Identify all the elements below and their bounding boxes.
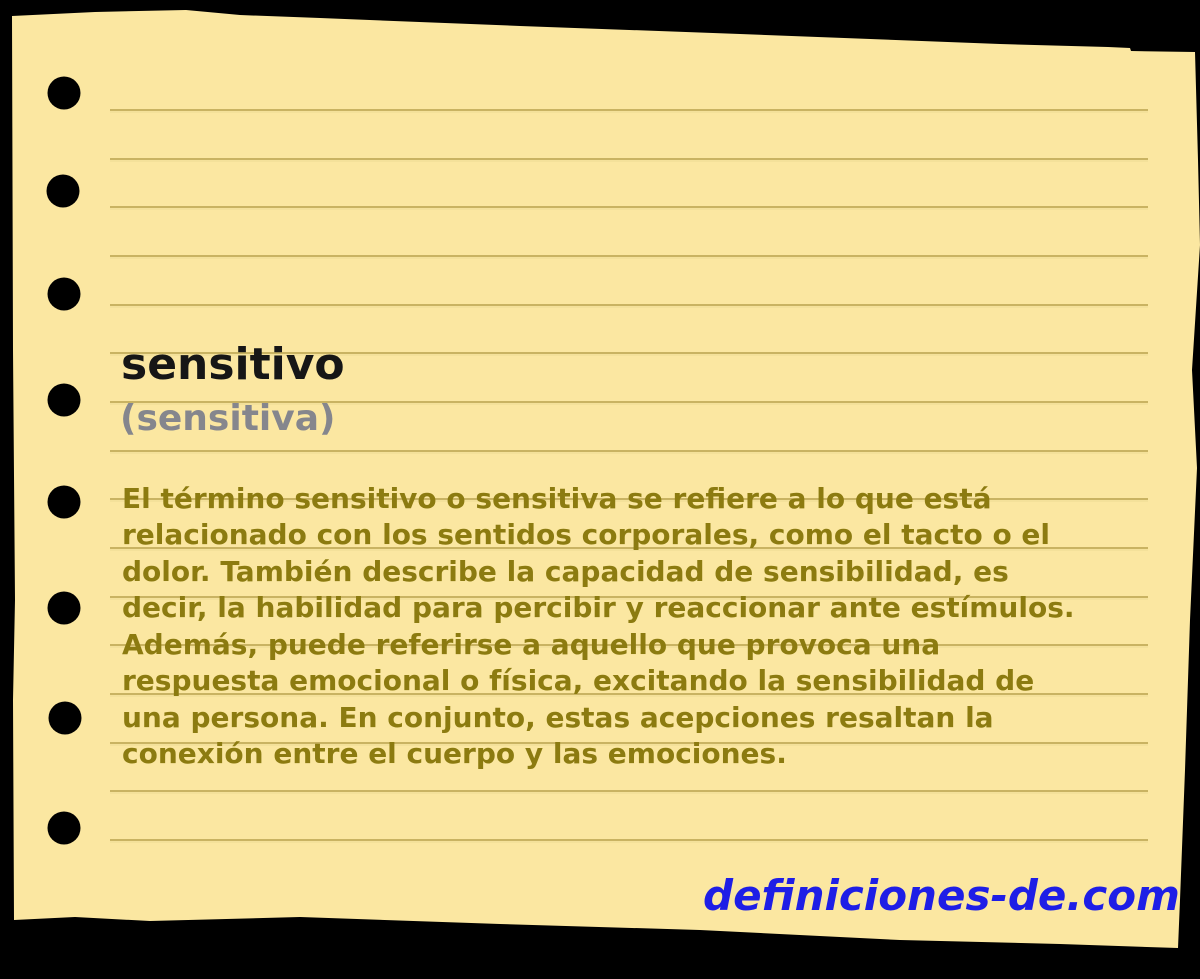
definition-line: respuesta emocional o física, excitando la sensibilidad de	[122, 664, 1035, 698]
punch-hole	[47, 175, 80, 208]
punch-hole	[48, 486, 81, 519]
punch-hole	[48, 278, 81, 311]
notepad-paper	[12, 10, 1200, 948]
definition-line: una persona. En conjunto, estas acepciones resaltan la	[122, 700, 994, 734]
punch-hole	[48, 592, 81, 625]
definition-line: relacionado con los sentidos corporales, como el tacto o el	[122, 518, 1051, 552]
definition-line: conexión entre el cuerpo y las emociones.	[122, 737, 787, 771]
definition-line: dolor. También describe la capacidad de sensibilidad, es	[122, 554, 1009, 588]
punch-hole	[49, 702, 82, 735]
definition-line: decir, la habilidad para percibir y reaccionar ante estímulos.	[122, 591, 1075, 625]
punch-hole	[48, 77, 81, 110]
punch-hole	[48, 384, 81, 417]
definition-line: El término sensitivo o sensitiva se refiere a lo que está	[122, 482, 992, 515]
word-title: sensitivo	[121, 339, 345, 390]
definition-line: Además, puede referirse a aquello que provoca una	[122, 627, 941, 661]
word-variant: (sensitiva)	[120, 398, 336, 439]
definition-text	[122, 481, 1152, 773]
punch-hole	[48, 812, 81, 845]
site-watermark: definiciones-de.com	[703, 871, 1180, 920]
